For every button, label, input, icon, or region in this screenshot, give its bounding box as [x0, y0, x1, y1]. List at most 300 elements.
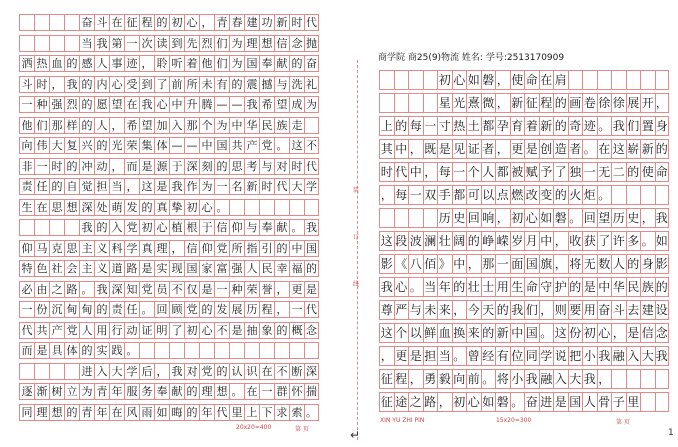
left-char-cell: 之: [49, 281, 64, 297]
left-char-cell: 刻: [199, 158, 214, 174]
left-char-cell: 心: [154, 219, 169, 235]
right-char-cell: 新: [510, 93, 525, 112]
right-char-cell: 望: [597, 208, 612, 227]
left-char-cell: 。: [79, 281, 94, 297]
right-char-cell: 民: [626, 277, 641, 296]
right-char-cell: 的: [481, 323, 496, 342]
right-char-cell: 壮: [437, 231, 452, 250]
left-char-cell: 与: [259, 158, 274, 174]
left-char-cell: 血: [49, 55, 64, 71]
left-char-cell: ，: [199, 14, 214, 30]
left-char-cell: 不: [169, 281, 184, 297]
right-line: [379, 277, 669, 297]
right-char-cell: 心: [597, 323, 612, 342]
left-char-cell: [199, 342, 214, 358]
left-line: [19, 158, 319, 175]
left-char-cell: 处: [94, 199, 109, 215]
left-char-cell: 心: [154, 96, 169, 112]
left-char-cell: 挚: [169, 199, 184, 215]
left-char-cell: 是: [139, 260, 154, 276]
right-char-cell: 崭: [626, 139, 641, 158]
right-char-cell: 。: [597, 116, 612, 135]
left-line: [19, 322, 319, 339]
left-char-cell: 的: [64, 404, 79, 420]
right-char-cell: 大: [640, 346, 655, 365]
left-char-cell: [34, 363, 49, 379]
left-char-cell: 福: [289, 260, 304, 276]
left-line: [19, 301, 319, 318]
right-char-cell: [423, 70, 438, 89]
left-char-cell: 事: [109, 55, 124, 71]
right-char-cell: [640, 392, 655, 411]
binding-line: [357, 60, 358, 440]
left-char-cell: 甸: [64, 301, 79, 317]
right-char-cell: 之: [408, 392, 423, 411]
left-char-cell: 民: [259, 117, 274, 133]
right-char-cell: 我: [510, 300, 525, 319]
right-char-cell: 波: [408, 231, 423, 250]
right-char-cell: 月: [524, 231, 539, 250]
left-char-cell: 青: [94, 383, 109, 399]
right-char-cell: 来: [437, 300, 452, 319]
left-char-cell: 大: [289, 178, 304, 194]
left-char-cell: 一: [124, 35, 139, 51]
left-char-cell: 奋: [79, 14, 94, 30]
left-char-cell: 震: [244, 76, 259, 92]
left-char-cell: 路: [124, 260, 139, 276]
right-char-cell: ，: [553, 254, 568, 273]
left-char-cell: 初: [169, 14, 184, 30]
left-char-cell: 荣: [244, 281, 259, 297]
right-char-cell: 同: [524, 346, 539, 365]
right-char-cell: 了: [597, 231, 612, 250]
right-char-cell: 在: [597, 139, 612, 158]
right-char-cell: 双: [423, 185, 438, 204]
right-char-cell: 骨: [597, 392, 612, 411]
left-char-cell: 的: [274, 240, 289, 256]
right-char-cell: 血: [437, 323, 452, 342]
right-char-cell: 的: [466, 231, 481, 250]
left-line: [19, 383, 319, 400]
right-char-cell: 命: [524, 70, 539, 89]
right-char-cell: 者: [568, 139, 583, 158]
left-char-cell: [154, 342, 169, 358]
left-char-cell: 建: [244, 14, 259, 30]
right-char-cell: 响: [481, 208, 496, 227]
right-char-cell: ，: [495, 208, 510, 227]
right-char-cell: 入: [553, 369, 568, 388]
left-char-cell: 加: [154, 117, 169, 133]
right-char-cell: 旗: [539, 254, 554, 273]
right-char-cell: ，: [495, 93, 510, 112]
left-char-cell: 奉: [259, 219, 274, 235]
left-char-cell: 一: [34, 158, 49, 174]
right-char-cell: 的: [626, 162, 641, 181]
right-char-cell: 征: [379, 369, 394, 388]
left-line: [19, 35, 319, 52]
left-char-cell: 怀: [289, 383, 304, 399]
left-char-cell: 根: [184, 219, 199, 235]
right-char-cell: 的: [626, 254, 641, 273]
right-char-cell: 获: [582, 231, 597, 250]
right-char-cell: 身: [655, 116, 670, 135]
left-line: [19, 55, 319, 72]
left-char-cell: 义: [94, 260, 109, 276]
left-char-cell: 新: [244, 178, 259, 194]
right-char-cell: 去: [626, 300, 641, 319]
left-char-cell: 走: [289, 117, 304, 133]
right-char-cell: 勇: [423, 369, 438, 388]
right-line: [379, 231, 669, 251]
right-char-cell: 这: [379, 323, 394, 342]
right-char-cell: 与: [408, 300, 423, 319]
right-char-cell: 无: [582, 254, 597, 273]
right-char-cell: 微: [481, 93, 496, 112]
right-char-cell: 都: [481, 116, 496, 135]
left-char-cell: 主: [79, 260, 94, 276]
left-char-cell: 国: [306, 241, 317, 255]
left-char-cell: 理: [34, 404, 49, 420]
left-char-cell: 学: [306, 180, 317, 193]
left-char-cell: 荣: [124, 137, 139, 153]
right-char-cell: 们: [626, 116, 641, 135]
left-char-cell: 年: [199, 404, 214, 420]
right-char-cell: 前: [466, 369, 481, 388]
left-char-cell: 在: [244, 383, 259, 399]
right-char-cell: [640, 185, 655, 204]
left-char-cell: 同: [19, 404, 34, 420]
left-char-cell: 种: [34, 96, 49, 112]
left-char-cell: 洗: [289, 76, 304, 92]
right-char-cell: 磐: [481, 70, 496, 89]
right-char-cell: 的: [568, 277, 583, 296]
left-char-cell: ，: [154, 363, 169, 379]
left-char-cell: 渐: [34, 383, 49, 399]
right-char-cell: 赋: [524, 162, 539, 181]
left-char-cell: 不: [306, 139, 317, 152]
left-char-cell: 的: [94, 137, 109, 153]
right-char-cell: [423, 93, 438, 112]
left-char-cell: [304, 342, 319, 358]
right-char-cell: 澜: [423, 231, 438, 250]
left-char-cell: 集: [139, 137, 154, 153]
left-line: [19, 199, 319, 216]
left-char-cell: 洒: [19, 55, 34, 71]
left-char-cell: 晦: [169, 404, 184, 420]
left-char-cell: 人: [94, 55, 109, 71]
right-char-cell: 星: [437, 93, 452, 112]
left-char-cell: 自: [64, 178, 79, 194]
left-char-cell: 证: [139, 322, 154, 338]
left-char-cell: 大: [109, 363, 124, 379]
right-char-cell: 孕: [495, 116, 510, 135]
left-char-cell: 腾: [199, 96, 214, 112]
left-char-cell: 里: [229, 404, 244, 420]
right-char-cell: 要: [568, 300, 583, 319]
left-char-cell: 冲: [79, 158, 94, 174]
left-char-cell: 前: [169, 76, 184, 92]
right-char-cell: ，: [437, 392, 452, 411]
left-char-cell: 对: [184, 363, 199, 379]
left-char-cell: 历: [244, 301, 259, 317]
left-char-cell: 实: [94, 342, 109, 358]
left-char-cell: 复: [64, 137, 79, 153]
right-char-cell: 当: [423, 277, 438, 296]
right-char-cell: 。: [510, 392, 525, 411]
right-char-cell: 有: [495, 346, 510, 365]
left-char-cell: [304, 199, 319, 215]
right-char-cell: 把: [568, 346, 583, 365]
left-char-cell: 考: [244, 158, 259, 174]
left-char-cell: 礼: [306, 77, 317, 91]
right-char-cell: 佰: [423, 254, 438, 273]
left-char-cell: 具: [49, 342, 64, 358]
right-char-cell: 护: [553, 277, 568, 296]
left-char-cell: ，: [139, 55, 154, 71]
left-char-cell: 名: [229, 178, 244, 194]
right-char-cell: 程: [394, 369, 409, 388]
left-char-cell: 他: [199, 55, 214, 71]
left-char-cell: 们: [214, 35, 229, 51]
left-char-cell: 任: [124, 301, 139, 317]
right-char-cell: 用: [582, 300, 597, 319]
left-char-cell: 深: [184, 158, 199, 174]
left-char-cell: [64, 14, 79, 30]
right-char-cell: 初: [437, 70, 452, 89]
left-char-cell: 大: [49, 137, 64, 153]
left-char-cell: 的: [49, 178, 64, 194]
left-char-cell: 我: [306, 221, 317, 234]
right-char-cell: 是: [582, 277, 597, 296]
right-char-cell: [568, 70, 583, 89]
right-char-cell: 更: [510, 139, 525, 158]
left-char-cell: 我: [169, 363, 184, 379]
left-char-cell: 我: [169, 178, 184, 194]
left-char-cell: [169, 342, 184, 358]
left-char-cell: 们: [34, 117, 49, 133]
right-char-cell: 心: [466, 392, 481, 411]
right-char-cell: 建: [640, 300, 655, 319]
right-char-cell: 八: [408, 254, 423, 273]
left-char-cell: [34, 219, 49, 235]
left-char-cell: 当: [109, 178, 124, 194]
left-char-cell: 中: [199, 137, 214, 153]
left-char-cell: 认: [229, 363, 244, 379]
left-line: [19, 363, 319, 380]
left-char-cell: 树: [49, 383, 64, 399]
left-char-cell: 到: [169, 35, 184, 51]
right-char-cell: ，: [452, 300, 467, 319]
right-char-cell: 在: [539, 70, 554, 89]
right-char-cell: 一: [423, 116, 438, 135]
right-char-cell: ，: [379, 346, 394, 365]
right-char-cell: 是: [626, 323, 641, 342]
left-char-cell: 想: [259, 35, 274, 51]
right-char-cell: [655, 392, 670, 411]
right-line: [379, 300, 669, 320]
right-char-cell: 中: [452, 254, 467, 273]
left-char-cell: 入: [94, 363, 109, 379]
right-char-cell: 大: [568, 369, 583, 388]
right-char-cell: 者: [481, 139, 496, 158]
left-char-cell: [19, 14, 34, 30]
left-char-cell: 人: [94, 117, 109, 133]
right-char-cell: 一: [408, 185, 423, 204]
left-char-cell: 人: [79, 322, 94, 338]
right-char-cell: 如: [481, 392, 496, 411]
right-char-cell: 都: [495, 162, 510, 181]
left-char-cell: 中: [169, 96, 184, 112]
left-char-cell: 的: [229, 76, 244, 92]
left-char-cell: 为: [306, 98, 317, 111]
left-char-cell: 我: [244, 96, 259, 112]
right-char-cell: [655, 70, 670, 89]
left-char-cell: 道: [109, 260, 124, 276]
left-char-cell: [64, 219, 79, 235]
left-char-cell: 的: [79, 76, 94, 92]
left-char-cell: [259, 342, 274, 358]
left-char-cell: 仰: [229, 219, 244, 235]
left-line: [19, 96, 319, 113]
right-char-cell: 以: [408, 323, 423, 342]
left-char-cell: 共: [229, 137, 244, 153]
left-char-cell: ，: [49, 76, 64, 92]
right-char-cell: 这: [553, 323, 568, 342]
right-char-cell: 寸: [437, 116, 452, 135]
left-char-cell: 年: [94, 404, 109, 420]
left-char-cell: 体: [64, 342, 79, 358]
right-char-cell: 育: [510, 116, 525, 135]
left-char-cell: 。: [229, 383, 244, 399]
right-char-cell: ，: [423, 162, 438, 181]
left-char-cell: 于: [169, 158, 184, 174]
left-char-cell: [139, 342, 154, 358]
left-char-cell: —: [229, 96, 244, 112]
left-char-cell: 程: [139, 14, 154, 30]
left-char-cell: 望: [274, 96, 289, 112]
left-char-cell: [49, 219, 64, 235]
left-char-cell: 党: [199, 363, 214, 379]
right-line: [379, 346, 669, 366]
right-char-cell: 向: [452, 369, 467, 388]
right-char-cell: 鲜: [423, 323, 438, 342]
right-char-cell: 程: [539, 93, 554, 112]
right-char-cell: 展: [626, 93, 641, 112]
left-char-cell: 的: [289, 55, 304, 71]
left-char-cell: 中: [229, 117, 244, 133]
left-char-cell: ，: [274, 281, 289, 297]
left-char-cell: 务: [139, 383, 154, 399]
left-char-cell: 心: [184, 14, 199, 30]
left-char-cell: 念: [306, 323, 317, 337]
right-char-cell: 人: [481, 162, 496, 181]
right-char-cell: 学: [539, 346, 554, 365]
right-footer-spec: 15x20=300: [496, 417, 532, 424]
right-char-cell: 那: [481, 254, 496, 273]
left-char-cell: 幸: [274, 260, 289, 276]
right-char-cell: 独: [568, 162, 583, 181]
right-char-cell: 阔: [452, 231, 467, 250]
left-char-cell: 感: [79, 55, 94, 71]
left-char-cell: 后: [139, 363, 154, 379]
right-char-cell: [582, 70, 597, 89]
right-char-cell: ，: [379, 185, 394, 204]
right-char-cell: 岁: [510, 231, 525, 250]
left-char-cell: 念: [289, 35, 304, 51]
right-char-cell: 磐: [495, 392, 510, 411]
right-char-cell: 入: [626, 346, 641, 365]
right-char-cell: 了: [553, 162, 568, 181]
right-char-cell: 征: [379, 392, 394, 411]
right-char-cell: 这: [611, 139, 626, 158]
right-char-cell: 守: [539, 277, 554, 296]
left-char-cell: ，: [274, 301, 289, 317]
left-char-cell: 是: [34, 342, 49, 358]
right-char-cell: 二: [611, 162, 626, 181]
left-char-cell: 作: [184, 178, 199, 194]
left-char-cell: 下: [259, 404, 274, 420]
right-char-cell: 我: [655, 208, 670, 227]
right-char-cell: 。: [582, 139, 597, 158]
left-char-cell: 读: [154, 35, 169, 51]
left-char-cell: 听: [169, 55, 184, 71]
right-char-cell: 中: [597, 277, 612, 296]
left-char-cell: 年: [109, 383, 124, 399]
right-char-cell: 。: [568, 208, 583, 227]
right-char-cell: 每: [408, 116, 423, 135]
left-char-cell: 回: [154, 301, 169, 317]
right-char-cell: 设: [655, 300, 670, 319]
right-char-cell: [408, 93, 423, 112]
left-char-cell: 党: [139, 281, 154, 297]
right-char-cell: 心: [452, 70, 467, 89]
left-char-cell: 责: [109, 301, 124, 317]
left-char-cell: 愿: [94, 96, 109, 112]
left-char-cell: 在: [124, 96, 139, 112]
left-footer-spec: 20x20=400: [236, 424, 272, 431]
right-char-cell: 华: [611, 277, 626, 296]
left-char-cell: 献: [274, 55, 289, 71]
left-char-cell: 春: [229, 14, 244, 30]
right-char-cell: 如: [655, 231, 670, 250]
left-char-cell: 的: [79, 117, 94, 133]
right-char-cell: 命: [524, 277, 539, 296]
right-char-cell: [408, 208, 423, 227]
left-char-cell: 个: [199, 117, 214, 133]
left-char-cell: 奉: [259, 55, 274, 71]
left-char-cell: 仅: [184, 281, 199, 297]
right-char-cell: [611, 369, 626, 388]
left-char-cell: 青: [214, 14, 229, 30]
right-char-cell: [394, 93, 409, 112]
left-char-cell: 为: [214, 117, 229, 133]
left-char-cell: 于: [199, 219, 214, 235]
left-char-cell: 实: [154, 260, 169, 276]
left-char-cell: 时: [289, 158, 304, 174]
left-char-cell: 族: [274, 117, 289, 133]
left-char-cell: 华: [244, 117, 259, 133]
left-char-cell: 人: [244, 260, 259, 276]
left-char-cell: 为: [229, 55, 244, 71]
left-char-cell: 中: [289, 240, 304, 256]
right-char-cell: [655, 185, 670, 204]
right-line: [379, 116, 669, 136]
left-char-cell: 由: [34, 281, 49, 297]
left-char-cell: 。: [306, 405, 317, 419]
right-char-cell: [626, 70, 641, 89]
left-char-cell: [304, 117, 319, 133]
left-char-cell: 更: [289, 281, 304, 297]
